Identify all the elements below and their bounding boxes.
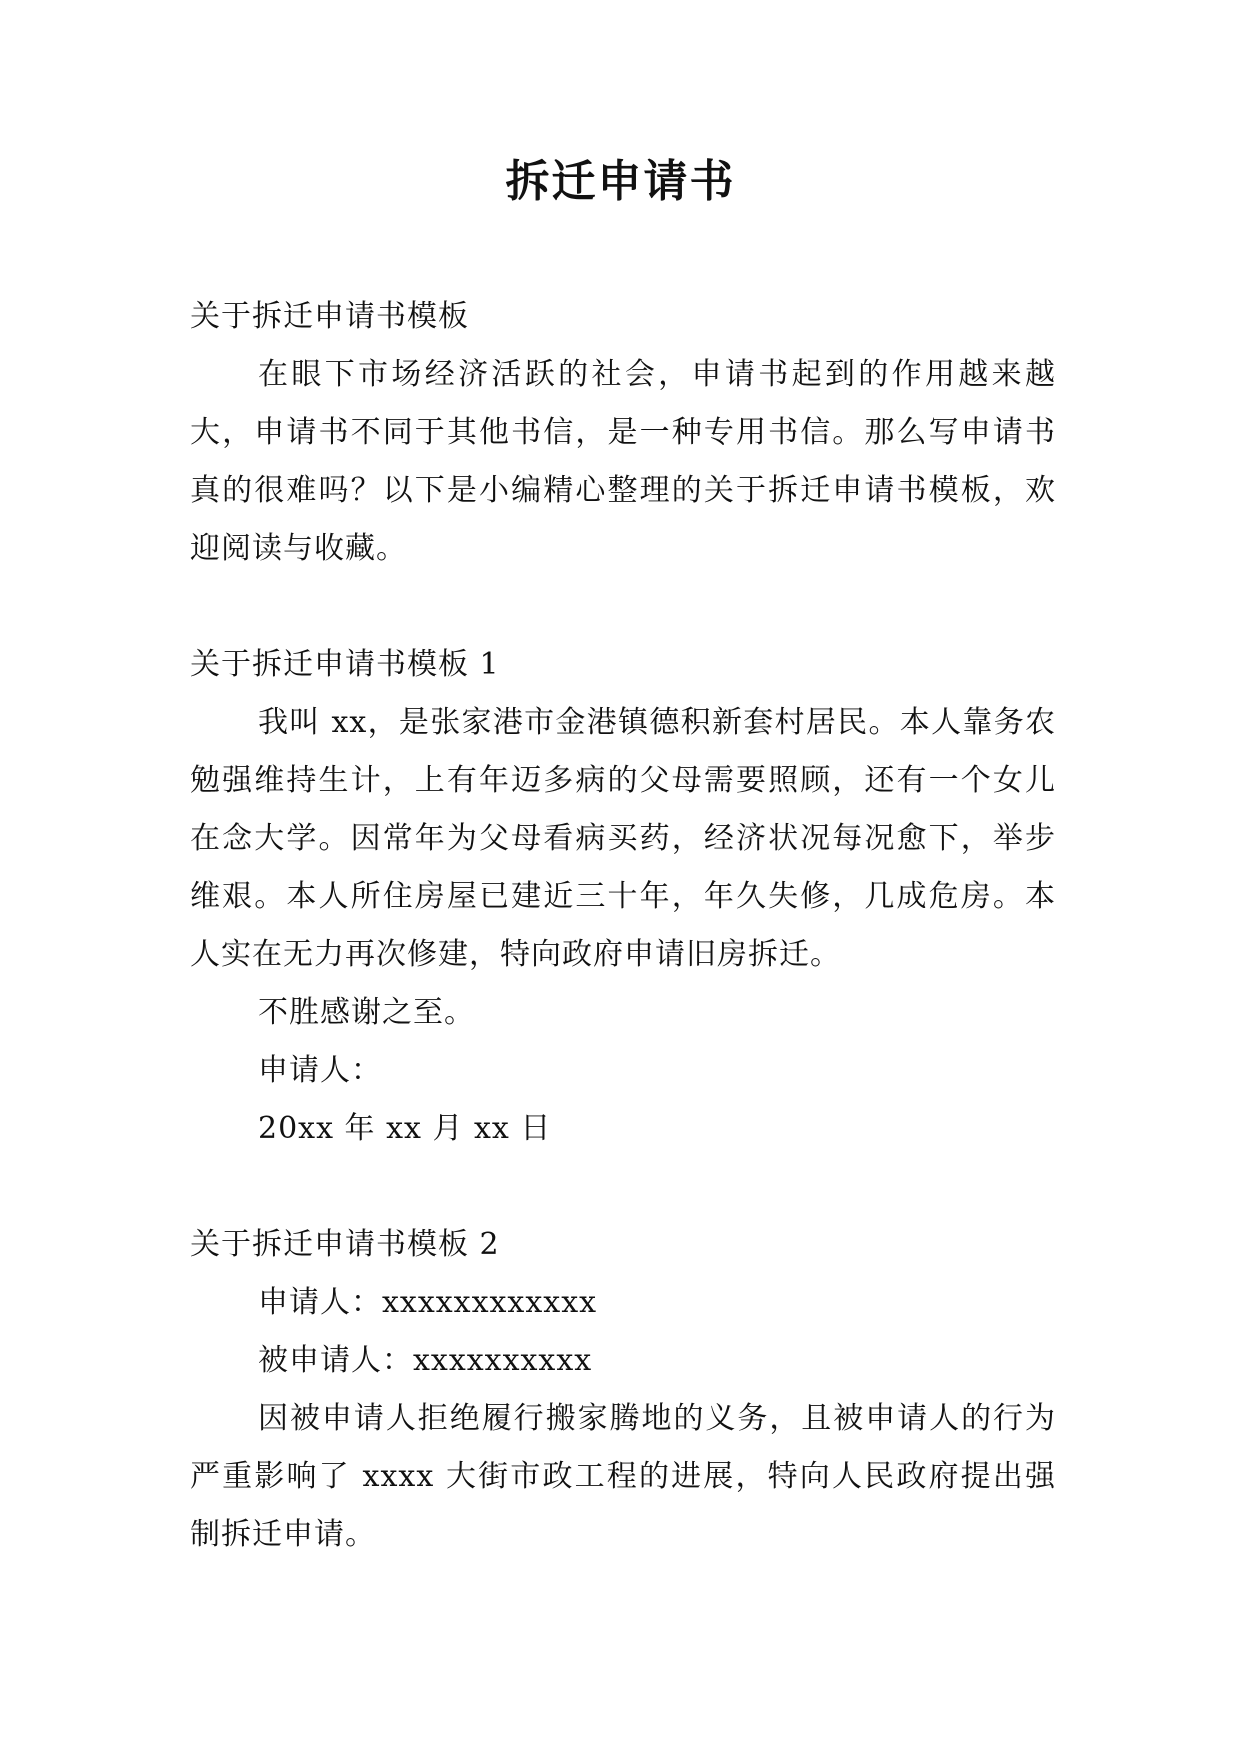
- template1-heading: 关于拆迁申请书模板 1: [190, 647, 500, 682]
- template1-paragraph: 我叫 xx，是张家港市金港镇德积新套村居民。本人靠务农勉强维持生计，上有年迈多病的父母需要照顾，还有一个女儿在念大学。因常年为父母看病买药，经济状况每况愈下，举步维艰。本人所住房屋已建近三十年，年久失修，几成危房。本人实在无力再次修建，特向政府申请旧房拆迁。: [190, 705, 1056, 972]
- intro-heading: 关于拆迁申请书模板: [190, 299, 469, 334]
- document-title: 拆迁申请书: [505, 156, 736, 207]
- template2-applicant: 申请人：xxxxxxxxxxxx: [258, 1285, 598, 1320]
- template2-heading: 关于拆迁申请书模板 2: [190, 1227, 500, 1262]
- template2-paragraph: 因被申请人拒绝履行搬家腾地的义务，且被申请人的行为严重影响了 xxxx 大街市政工程的进展，特向人民政府提出强制拆迁申请。: [190, 1401, 1056, 1552]
- template1-applicant: 申请人：: [258, 1053, 382, 1088]
- document-body: [190, 288, 1056, 1564]
- template1-closing: 不胜感谢之至。: [258, 995, 475, 1030]
- template1-date: 20xx 年 xx 月 xx 日: [258, 1111, 552, 1146]
- template2-respondent: 被申请人：xxxxxxxxxx: [258, 1343, 593, 1378]
- intro-paragraph: 在眼下市场经济活跃的社会，申请书起到的作用越来越大，申请书不同于其他书信，是一种专用书信。那么写申请书真的很难吗？以下是小编精心整理的关于拆迁申请书模板，欢迎阅读与收藏。: [190, 357, 1056, 566]
